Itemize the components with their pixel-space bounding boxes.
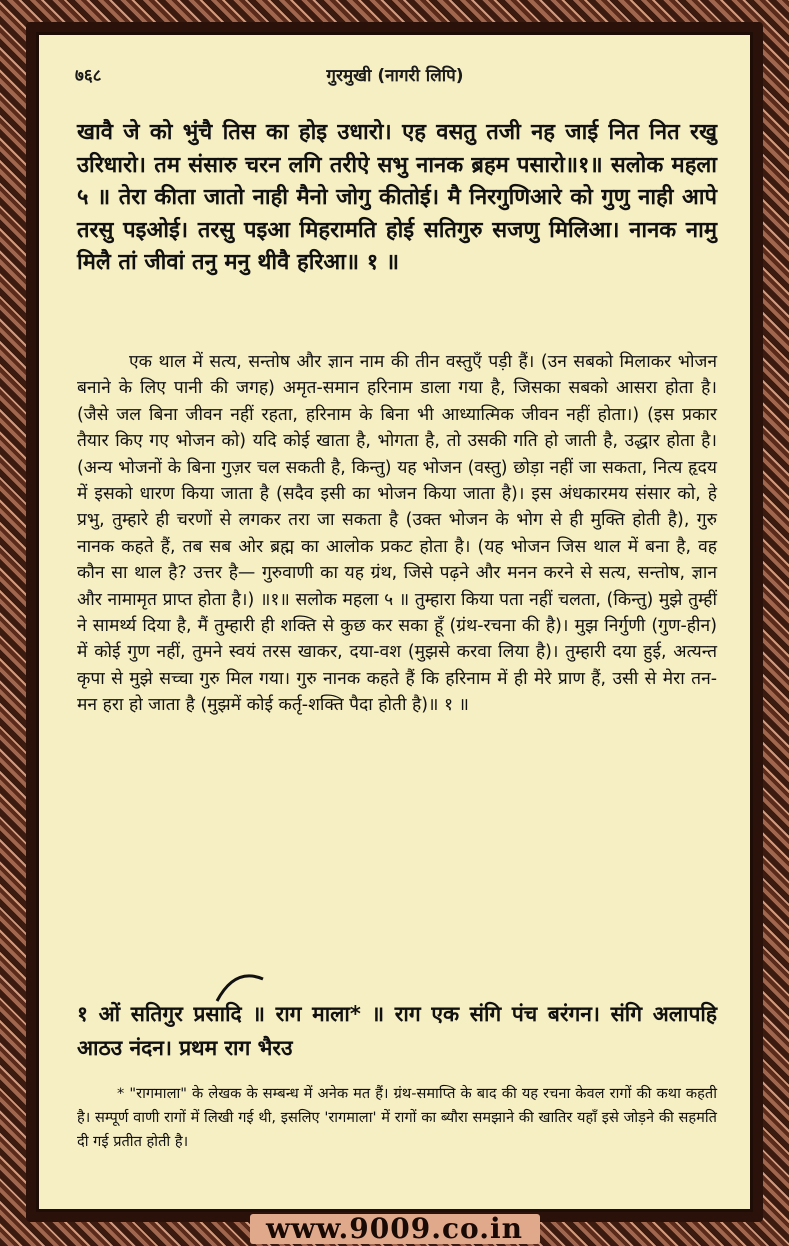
footnote-paragraph: * "रागमाला" के लेखक के सम्बन्ध में अनेक मत हैं। ग्रंथ-समाप्ति के बाद की यह रचना केवल रागों की कथा कहती है। सम्पूर्ण वाणी रागों में लिखी गई थी, इसलिए 'रागमाला' में रागों का ब्यौरा समझाने की खातिर यहाँ इसे जोड़ने की सहमति दी गई प्रतीत होती है। <box>77 1085 717 1150</box>
commentary-paragraph: एक थाल में सत्य, सन्तोष और ज्ञान नाम की तीन वस्तुएँ पड़ी हैं। (उन सबको मिलाकर भोजन बनाने के लिए पानी की जगह) अमृत-समान हरिनाम डाला गया है, जिसका सबको आसरा होता है। (जैसे जल बिना जीवन नहीं रहता, हरिनाम के बिना भी आध्यात्मिक जीवन नहीं होता।) (इस प्रकार तैयार किए गए भोजन को) यदि कोई खाता है, भोगता है, तो उसकी गति हो जाती है, उद्धार होता है। (अन्य भोजनों के बिना गुज़र चल सकती है, किन्तु) यह भोजन (वस्तु) छोड़ा नहीं जा सकता, नित्य हृदय में इसको धारण किया जाता है (सदैव इसी का भोजन किया जाता है)। इस अंधकारमय संसार को, हे प्रभु, तुम्हारे ही चरणों से लगकर तरा जा सकता है (उक्त भोजन के भोग से ही मुक्ति होती है), गुरु नानक कहते हैं, तब सब ओर ब्रह्म का आलोक प्रकट होता है। (यह भोजन जिस थाल में बना है, वह कौन सा थाल है? उत्तर है— गुरुवाणी का यह ग्रंथ, जिसे पढ़ने और मनन करने से सत्य, सन्तोष, ज्ञान और नामामृत प्राप्त होता है।) ॥१॥ सलोक महला ५ ॥ तुम्हारा किया पता नहीं चलता, (किन्तु) मुझे तुम्हीं ने सामर्थ्य दिया है, मैं तुम्हारी ही शक्ति से कुछ कर सका हूँ (ग्रंथ-रचना की है)। मुझ निर्गुणी (गुण-हीन) में कोई गुण नहीं, तुमने स्वयं तरस खाकर, दया-वश (मुझसे करवा लिया है)। तुम्हारी दया हुई, अत्यन्त कृपा से मुझे सच्चा गुरु मिल गया। गुरु नानक कहते हैं कि हरिनाम में ही मेरे प्राण हैं, उसी से मेरा तन-मन हरा हो जाता है (मुझमें कोई कर्तृ-शक्ति पैदा होती है)॥ १ ॥ <box>77 352 717 716</box>
running-title: गुरमुखी (नागरी लिपि) <box>326 66 464 86</box>
gurbani-verse: खावै जे को भुंचै तिस का होइ उधारो। एह वसतु तजी नह जाई नित नित रखु उरिधारो। तम संसारु चरन लगि तरीऐ सभु नानक ब्रहम पसारो॥१॥ सलोक महला ५ ॥ तेरा कीता जातो नाही मैनो जोगु कीतोई। मै निरगुणिआरे को गुणु नाही आपे तरसु पइओई। तरसु पइआ मिहरामति होई सतिगुरु सजणु मिलिआ। नानक नामु मिलै तां जीवां तनु मनु थीवै हरिआ॥ १ ॥ <box>77 120 717 275</box>
page-paper <box>36 32 753 1212</box>
site-url[interactable]: www.9009.co.in <box>266 1212 523 1245</box>
raag-mala-heading: १ ओं सतिगुर प्रसादि ॥ राग माला* ॥ राग एक संगि पंच बरंगन। संगि अलापहि आठउ नंदन। प्रथम राग भैरउ <box>77 1002 717 1060</box>
footnote <box>77 1082 717 1154</box>
commentary-block <box>77 349 717 719</box>
page-header <box>75 63 715 93</box>
page-number: ७६८ <box>75 66 102 86</box>
